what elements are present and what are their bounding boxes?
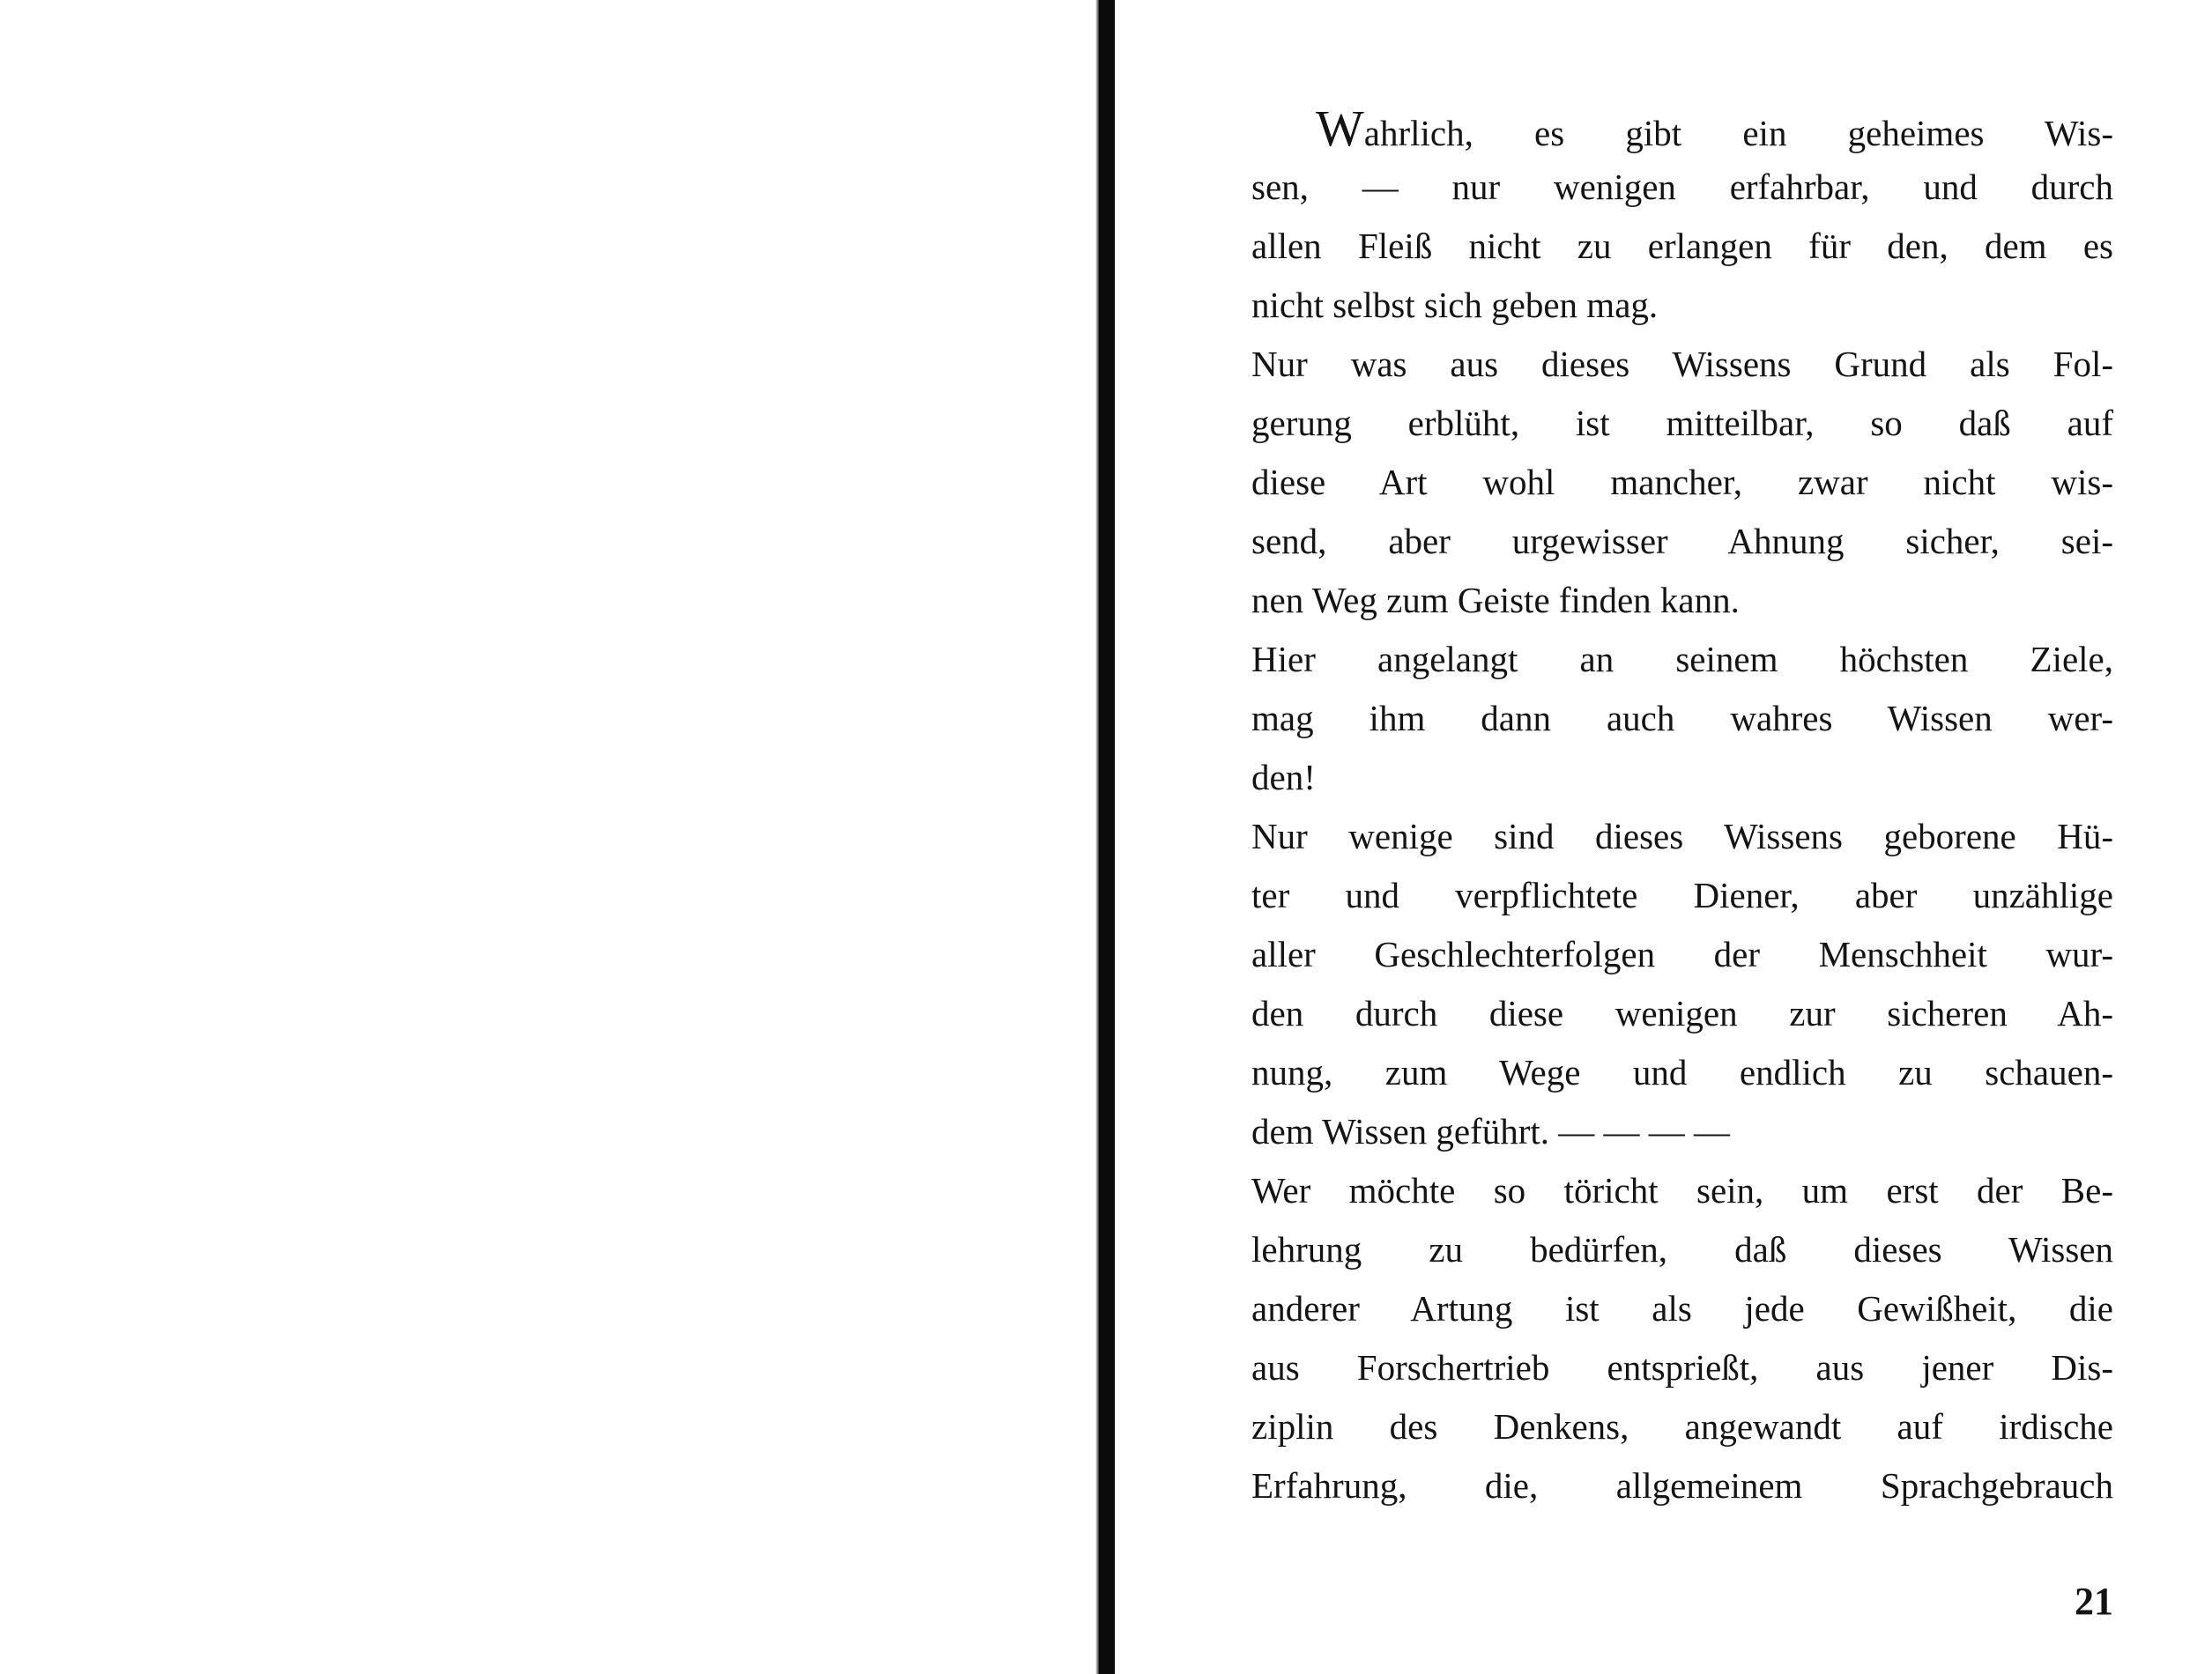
text-line-content: ziplin des Denkens, angewandt auf irdische: [1251, 1406, 2113, 1447]
text-line-content: nicht selbst sich geben mag.: [1251, 285, 1659, 325]
text-line: [1251, 1397, 2113, 1456]
text-line: [1251, 1279, 2113, 1338]
text-line: [1251, 1102, 2113, 1161]
text-line-content: den durch diese wenigen zur sicheren Ah-: [1251, 993, 2113, 1033]
text-line-content: ter und verpflichtete Diener, aber unzählige: [1251, 875, 2113, 915]
text-line: [1251, 925, 2113, 984]
text-line: [1251, 571, 2113, 630]
text-line: [1251, 1043, 2113, 1102]
text-line: [1251, 512, 2113, 571]
text-line: [1251, 1161, 2113, 1220]
text-line-content: ahrlich, es gibt ein geheimes Wis-: [1363, 113, 2113, 153]
book-gutter: [1099, 0, 1115, 1674]
text-line-content: allen Fleiß nicht zu erlangen für den, dem es: [1251, 226, 2113, 266]
text-line-content: diese Art wohl mancher, zwar nicht wis-: [1251, 462, 2113, 502]
text-line-content: Erfahrung, die, allgemeinem Sprachgebrauch: [1251, 1465, 2113, 1506]
text-line: [1251, 866, 2113, 925]
text-line: [1251, 630, 2113, 689]
text-line-content: aus Forschertrieb entsprießt, aus jener Dis-: [1251, 1347, 2113, 1388]
text-line-content: gerung erblüht, ist mitteilbar, so daß auf: [1251, 403, 2113, 443]
text-line: [1251, 335, 2113, 394]
text-line-content: dem Wissen geführt. — — — —: [1251, 1111, 1731, 1152]
text-line: [1251, 1338, 2113, 1397]
text-line-content: Nur was aus dieses Wissens Grund als Fol-: [1251, 344, 2113, 384]
page-number: 21: [2075, 1580, 2113, 1623]
text-line: [1251, 99, 2113, 158]
text-line-content: lehrung zu bedürfen, daß dieses Wissen: [1251, 1229, 2113, 1270]
text-line: [1251, 689, 2113, 748]
text-line-content: anderer Artung ist als jede Gewißheit, die: [1251, 1288, 2113, 1329]
text-line-content: nung, zum Wege und endlich zu schauen-: [1251, 1052, 2113, 1093]
text-line: [1251, 453, 2113, 512]
text-line: [1251, 394, 2113, 453]
text-line-content: sen, — nur wenigen erfahrbar, und durch: [1251, 167, 2113, 207]
left-page-blank: [0, 0, 1097, 1674]
text-line: [1251, 984, 2113, 1043]
text-line-content: Wer möchte so töricht sein, um erst der Be-: [1251, 1170, 2113, 1211]
initial-letter: W: [1316, 100, 1364, 157]
text-line: [1251, 1220, 2113, 1279]
body-text: [1251, 99, 2113, 1515]
text-line: [1251, 1456, 2113, 1515]
text-line: [1251, 217, 2113, 276]
text-line-content: mag ihm dann auch wahres Wissen wer-: [1251, 698, 2113, 738]
text-line-content: den!: [1251, 757, 1316, 797]
text-line: [1251, 276, 2113, 335]
text-line: [1251, 748, 2113, 807]
text-line-content: Hier angelangt an seinem höchsten Ziele,: [1251, 639, 2113, 679]
text-line-content: nen Weg zum Geiste finden kann.: [1251, 580, 1740, 620]
text-line-content: Nur wenige sind dieses Wissens geborene Hü-: [1251, 816, 2113, 856]
text-line: [1251, 158, 2113, 217]
text-line-content: send, aber urgewisser Ahnung sicher, sei-: [1251, 521, 2113, 561]
text-line: [1251, 807, 2113, 866]
text-line-content: aller Geschlechterfolgen der Menschheit wur-: [1251, 934, 2113, 974]
